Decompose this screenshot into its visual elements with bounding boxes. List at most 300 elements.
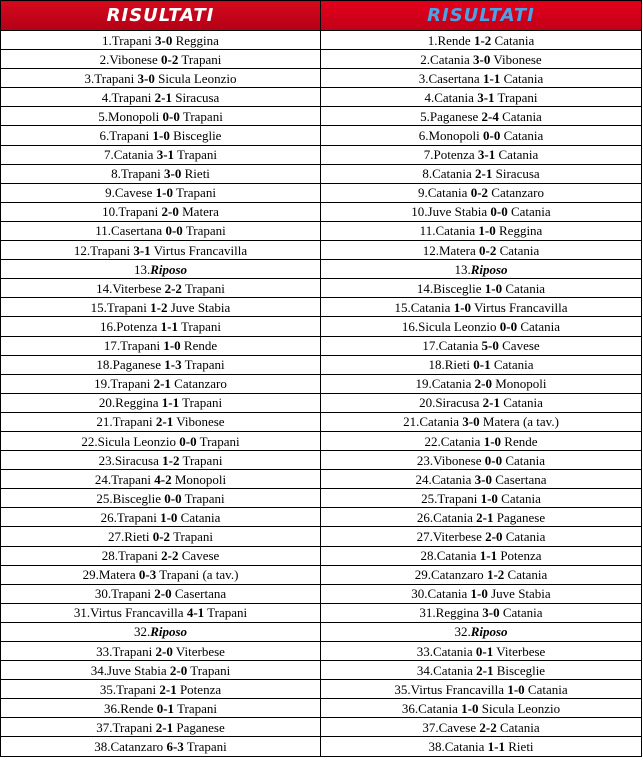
score: 0-2: [152, 528, 171, 544]
match-number-team: 4.Trapani: [101, 89, 155, 105]
match-number-team: 32.: [133, 624, 151, 640]
opponent-team: Catania: [177, 509, 221, 525]
score: 2-1: [476, 662, 494, 678]
opponent-team: Monopoli: [171, 471, 227, 487]
score: 1-0: [480, 490, 498, 506]
score: 0-1: [475, 643, 494, 659]
match-number-team: 10.Trapani: [102, 204, 162, 220]
match-number-team: 29.Matera: [82, 567, 139, 583]
left-result-cell: [1, 451, 321, 470]
score: 1-1: [482, 70, 501, 86]
left-result-cell: [1, 145, 321, 164]
right-result-cell: [321, 107, 642, 126]
opponent-team: Sicula Leonzio: [154, 70, 237, 86]
score: 1-0: [155, 185, 173, 201]
opponent-team: Rende: [501, 433, 538, 449]
match-number-team: 4.Catania: [424, 89, 478, 105]
score: 0-2: [470, 185, 489, 201]
opponent-team: Trapani: [494, 89, 538, 105]
right-result-cell: [321, 546, 642, 565]
left-result-cell: [1, 69, 321, 88]
score: 0-0: [482, 128, 501, 144]
score: 3-1: [477, 89, 495, 105]
right-result-cell: [321, 622, 642, 641]
match-number-team: 21.Catania: [403, 414, 463, 430]
right-result-cell: [321, 126, 642, 145]
match-number-team: 9.Cavese: [105, 185, 156, 201]
match-number-team: 38.Catanzaro: [94, 739, 167, 755]
right-column-title: RISULTATI: [321, 1, 642, 31]
match-number-team: 25.Bisceglie: [96, 490, 165, 506]
match-number-team: 6.Trapani: [99, 128, 153, 144]
opponent-team: Siracusa: [172, 89, 220, 105]
match-number-team: 30.Trapani: [94, 586, 155, 602]
match-number-team: 8.Catania: [422, 166, 476, 182]
opponent-team: Trapani: [174, 147, 218, 163]
table-row: [1, 107, 642, 126]
score: 1-2: [486, 567, 505, 583]
opponent-team: Catania: [502, 452, 546, 468]
table-row: [1, 317, 642, 336]
left-column-title: RISULTATI: [1, 1, 321, 31]
match-number-team: 18.Paganese: [96, 357, 165, 373]
opponent-team: Trapani: [172, 185, 216, 201]
match-number-team: 7.Potenza: [423, 147, 478, 163]
table-row: [1, 374, 642, 393]
score: 1-2: [162, 452, 180, 468]
left-result-cell: [1, 699, 321, 718]
opponent-team: Paganese: [493, 509, 546, 525]
table-row: [1, 603, 642, 622]
right-result-cell: [321, 451, 642, 470]
match-number-team: 34.Catania: [416, 662, 477, 678]
score: 2-1: [475, 166, 493, 182]
table-row: [1, 336, 642, 355]
table-row: [1, 241, 642, 260]
opponent-team: Vibonese: [490, 51, 542, 67]
score: 3-0: [473, 51, 491, 67]
table-row: [1, 69, 642, 88]
right-result-cell: [321, 737, 642, 756]
match-number-team: 15.Trapani: [90, 299, 151, 315]
score: 1-0: [470, 586, 488, 602]
opponent-team: Catanzaro: [170, 376, 227, 392]
right-result-cell: [321, 279, 642, 298]
left-result-cell: [1, 374, 321, 393]
table-row: [1, 565, 642, 584]
match-number-team: 26.Trapani: [100, 509, 161, 525]
score: 1-2: [473, 32, 492, 48]
score: 3-0: [462, 414, 480, 430]
left-result-cell: [1, 393, 321, 412]
match-number-team: 34.Juve Stabia: [90, 662, 170, 678]
match-number-team: 8.Trapani: [111, 166, 165, 182]
left-result-cell: [1, 680, 321, 699]
score: 1-0: [484, 280, 503, 296]
right-result-cell: [321, 412, 642, 431]
table-row: [1, 489, 642, 508]
score: 0-0: [490, 204, 508, 220]
match-number-team: 12.Matera: [422, 242, 479, 258]
left-result-cell: [1, 336, 321, 355]
left-result-cell: [1, 50, 321, 69]
opponent-team: Siracusa: [492, 166, 540, 182]
match-number-team: 18.Rieti: [428, 357, 474, 373]
score: 3-0: [137, 70, 155, 86]
table-row: [1, 126, 642, 145]
match-number-team: 1.Trapani: [102, 32, 156, 48]
right-result-cell: [321, 298, 642, 317]
match-number-team: 32.: [454, 624, 471, 640]
left-result-cell: [1, 527, 321, 546]
results-body: [1, 31, 642, 757]
score: 3-1: [133, 242, 151, 258]
right-result-cell: [321, 508, 642, 527]
left-result-cell: [1, 164, 321, 183]
score: 1-0: [163, 338, 181, 354]
opponent-team: Trapani: [178, 318, 221, 334]
match-number-team: 11.Catania: [419, 223, 479, 239]
match-number-team: 22.Catania: [424, 433, 484, 449]
table-row: [1, 470, 642, 489]
table-row: [1, 661, 642, 680]
opponent-team: Rieti: [181, 166, 210, 182]
match-number-team: 36.Catania: [401, 700, 462, 716]
score: 0-0: [179, 433, 197, 449]
left-result-cell: [1, 508, 321, 527]
score: 0-1: [156, 700, 175, 716]
left-result-cell: [1, 126, 321, 145]
match-number-team: 12.Trapani: [73, 242, 134, 258]
left-result-cell: [1, 431, 321, 450]
left-result-cell: [1, 355, 321, 374]
score: 1-1: [479, 548, 498, 564]
opponent-team: Trapani: [187, 662, 231, 678]
score: 2-1: [159, 681, 177, 697]
opponent-team: Matera: [178, 204, 219, 220]
score: 2-0: [154, 586, 172, 602]
score: 2-1: [153, 376, 171, 392]
right-result-cell: [321, 565, 642, 584]
match-number-team: 2.Vibonese: [99, 51, 161, 67]
table-row: [1, 412, 642, 431]
opponent-team: Catania: [504, 567, 548, 583]
match-number-team: 22.Sicula Leonzio: [81, 433, 180, 449]
right-result-cell: [321, 393, 642, 412]
opponent-team: Catania: [500, 70, 544, 86]
table-row: [1, 508, 642, 527]
opponent-team: Trapani: [170, 528, 214, 544]
table-row: [1, 31, 642, 50]
right-result-cell: [321, 145, 642, 164]
opponent-team: Catania: [496, 242, 540, 258]
match-number-team: 16.Potenza: [100, 318, 161, 334]
table-row: [1, 145, 642, 164]
table-row: [1, 279, 642, 298]
match-number-team: 14.Bisceglie: [416, 280, 485, 296]
match-number-team: 3.Casertana: [418, 70, 483, 86]
left-result-cell: [1, 737, 321, 756]
left-result-cell: [1, 603, 321, 622]
score: 3-1: [156, 147, 175, 163]
score: 1-0: [152, 128, 170, 144]
match-number-team: 23.Siracusa: [98, 452, 163, 468]
left-result-cell: [1, 718, 321, 737]
right-result-cell: [321, 355, 642, 374]
opponent-team: Bisceglie: [169, 128, 222, 144]
match-number-team: 17.Trapani: [103, 338, 164, 354]
opponent-team: Catania: [490, 357, 534, 373]
left-result-cell: [1, 546, 321, 565]
table-row: [1, 718, 642, 737]
opponent-team: Trapani: [196, 433, 240, 449]
score: 2-0: [169, 662, 188, 678]
score: 2-2: [161, 548, 179, 564]
opponent-team: Casertana: [171, 586, 227, 602]
match-number-team: 2.Catania: [420, 51, 474, 67]
opponent-team: Catania: [496, 719, 540, 735]
opponent-team: Catania: [499, 395, 543, 411]
score: 2-4: [481, 108, 499, 124]
match-number-team: 9.Catania: [417, 185, 471, 201]
left-result-cell: [1, 565, 321, 584]
opponent-team: Catania: [499, 605, 543, 621]
right-result-cell: [321, 260, 642, 279]
left-result-cell: [1, 31, 321, 50]
right-result-cell: [321, 470, 642, 489]
right-result-cell: [321, 527, 642, 546]
score: 5-0: [481, 338, 499, 354]
opponent-team: Catania: [500, 128, 544, 144]
score: 0-0: [484, 452, 503, 468]
match-number-team: 35.Virtus Francavilla: [394, 681, 508, 697]
score: 1-3: [164, 357, 182, 373]
opponent-team: Trapani: [181, 280, 225, 296]
opponent-team: Rieti: [505, 739, 534, 755]
match-number-team: 20.Siracusa: [419, 395, 483, 411]
opponent-team: Vibonese: [173, 414, 225, 430]
match-number-team: 29.Catanzaro: [414, 567, 487, 583]
opponent-team: Trapani: [182, 223, 226, 239]
right-result-cell: [321, 642, 642, 661]
match-number-team: 36.Rende: [103, 700, 157, 716]
score: 1-2: [150, 299, 168, 315]
opponent-team: Potenza: [497, 548, 542, 564]
left-result-cell: [1, 202, 321, 221]
table-row: [1, 527, 642, 546]
left-result-cell: [1, 412, 321, 431]
table-row: [1, 298, 642, 317]
score: 1-0: [507, 681, 525, 697]
table-row: [1, 355, 642, 374]
score: 2-1: [482, 395, 500, 411]
table-row: [1, 88, 642, 107]
left-result-cell: [1, 279, 321, 298]
score: 1-0: [160, 509, 178, 525]
score: 2-0: [485, 528, 503, 544]
match-number-team: 37.Cavese: [422, 719, 480, 735]
right-result-cell: [321, 164, 642, 183]
right-result-cell: [321, 202, 642, 221]
header-row: [1, 1, 642, 31]
opponent-team: Trapani: [174, 700, 218, 716]
left-result-cell: [1, 489, 321, 508]
score: 0-0: [162, 108, 180, 124]
left-result-cell: [1, 470, 321, 489]
match-number-team: 31.Reggina: [419, 605, 483, 621]
right-result-cell: [321, 374, 642, 393]
opponent-team: Trapani (a tav.): [156, 567, 239, 583]
table-row: [1, 642, 642, 661]
match-number-team: 26.Catania: [416, 509, 477, 525]
table-row: [1, 431, 642, 450]
score: 1-1: [161, 395, 180, 411]
opponent-team: Trapani: [179, 452, 223, 468]
table-row: [1, 584, 642, 603]
score: 1-1: [487, 739, 506, 755]
opponent-team: Catania: [524, 681, 568, 697]
match-number-team: 14.Viterbese: [96, 280, 165, 296]
opponent-team: Catania: [507, 204, 551, 220]
left-result-cell: [1, 88, 321, 107]
score: 1-0: [453, 299, 472, 315]
right-result-cell: [321, 489, 642, 508]
opponent-team: Catania: [497, 490, 541, 506]
score: 0-3: [138, 567, 157, 583]
score: 3-0: [164, 166, 182, 182]
left-result-cell: [1, 298, 321, 317]
opponent-team: Trapani: [181, 490, 225, 506]
right-result-cell: [321, 603, 642, 622]
rest-day-label: Riposo: [150, 624, 188, 640]
opponent-team: Trapani: [179, 395, 223, 411]
match-number-team: 27.Rieti: [107, 528, 153, 544]
opponent-team: Sicula Leonzio: [478, 700, 561, 716]
match-number-team: 6.Monopoli: [418, 128, 483, 144]
score: 1-0: [483, 433, 502, 449]
score: 2-0: [161, 204, 179, 220]
match-number-team: 33.Catania: [416, 643, 476, 659]
opponent-team: Rende: [180, 338, 218, 354]
left-result-cell: [1, 622, 321, 641]
match-number-team: 19.Catania: [415, 376, 475, 392]
opponent-team: Trapani: [178, 51, 222, 67]
match-number-team: 3.Trapani: [84, 70, 138, 86]
score: 2-2: [164, 280, 182, 296]
opponent-team: Viterbese: [172, 643, 225, 659]
table-row: [1, 699, 642, 718]
match-number-team: 30.Catania: [411, 586, 471, 602]
right-result-cell: [321, 680, 642, 699]
left-result-cell: [1, 584, 321, 603]
left-result-cell: [1, 221, 321, 240]
score: 0-0: [164, 490, 182, 506]
right-result-cell: [321, 50, 642, 69]
match-number-team: 7.Catania: [103, 147, 157, 163]
score: 2-1: [155, 719, 174, 735]
table-row: [1, 393, 642, 412]
table-row: [1, 546, 642, 565]
opponent-team: Trapani: [183, 739, 227, 755]
opponent-team: Monopoli: [492, 376, 547, 392]
score: 0-0: [499, 318, 518, 334]
score: 1-0: [461, 700, 479, 716]
right-result-cell: [321, 661, 642, 680]
opponent-team: Cavese: [178, 548, 220, 564]
match-number-team: 15.Catania: [394, 299, 454, 315]
score: 0-2: [161, 51, 179, 67]
opponent-team: Potenza: [176, 681, 222, 697]
table-row: [1, 202, 642, 221]
right-result-cell: [321, 88, 642, 107]
opponent-team: Paganese: [173, 719, 225, 735]
opponent-team: Catania: [517, 318, 561, 334]
opponent-team: Juve Stabia: [167, 299, 231, 315]
left-result-cell: [1, 107, 321, 126]
rest-day-label: Riposo: [150, 261, 188, 277]
table-row: [1, 50, 642, 69]
rest-day-label: Riposo: [470, 624, 508, 640]
score: 2-2: [479, 719, 497, 735]
match-number-team: 17.Catania: [422, 338, 482, 354]
match-number-team: 23.Vibonese: [416, 452, 485, 468]
match-number-team: 35.Trapani: [99, 681, 160, 697]
right-result-cell: [321, 431, 642, 450]
table-row: [1, 737, 642, 756]
opponent-team: Trapani: [204, 605, 248, 621]
right-result-cell: [321, 241, 642, 260]
match-number-team: 31.Virtus Francavilla: [73, 605, 187, 621]
right-result-cell: [321, 31, 642, 50]
score: 2-1: [154, 89, 172, 105]
match-number-team: 25.Trapani: [421, 490, 481, 506]
score: 1-1: [160, 318, 178, 334]
opponent-team: Bisceglie: [493, 662, 546, 678]
score: 4-2: [154, 471, 172, 487]
opponent-team: Viterbese: [493, 643, 546, 659]
left-result-cell: [1, 642, 321, 661]
opponent-team: Catania: [498, 108, 542, 124]
opponent-team: Trapani: [179, 108, 223, 124]
match-number-team: 16.Sicula Leonzio: [401, 318, 500, 334]
opponent-team: Catania: [502, 528, 546, 544]
left-result-cell: [1, 661, 321, 680]
match-number-team: 33.Trapani: [96, 643, 156, 659]
table-row: [1, 183, 642, 202]
match-number-team: 24.Trapani: [94, 471, 155, 487]
match-number-team: 24.Catania: [415, 471, 475, 487]
right-result-cell: [321, 317, 642, 336]
score: 0-2: [479, 242, 497, 258]
left-result-cell: [1, 241, 321, 260]
right-result-cell: [321, 221, 642, 240]
table-row: [1, 260, 642, 279]
opponent-team: Matera (a tav.): [479, 414, 559, 430]
opponent-team: Cavese: [498, 338, 540, 354]
opponent-team: Catanzaro: [488, 185, 544, 201]
opponent-team: Trapani: [181, 357, 225, 373]
table-row: [1, 451, 642, 470]
match-number-team: 5.Monopoli: [98, 108, 163, 124]
opponent-team: Catania: [495, 147, 539, 163]
score: 3-1: [477, 147, 496, 163]
opponent-team: Reggina: [172, 32, 219, 48]
score: 2-1: [476, 509, 494, 525]
left-result-cell: [1, 183, 321, 202]
right-result-cell: [321, 584, 642, 603]
table-row: [1, 164, 642, 183]
opponent-team: Catania: [491, 32, 535, 48]
